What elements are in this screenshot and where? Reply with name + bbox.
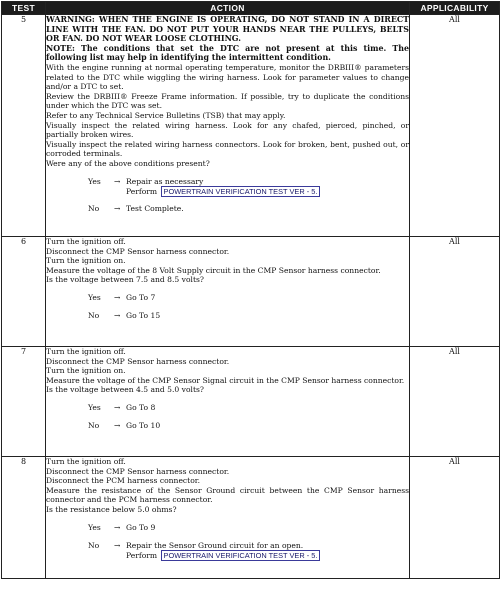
applicability-value: All xyxy=(410,15,500,237)
step-line: Disconnect the PCM harness connector. xyxy=(46,476,201,486)
no-label: No xyxy=(88,203,100,213)
diagnostic-procedure-table xyxy=(1,1,500,579)
no-label: No xyxy=(88,420,100,430)
step-line: Disconnect the CMP Sensor harness connector. xyxy=(46,466,230,476)
action-cell xyxy=(46,15,410,237)
test-number: 6 xyxy=(2,237,46,347)
yes-result: Go To 8 xyxy=(126,402,156,412)
test-row-5 xyxy=(2,15,500,237)
no-label: No xyxy=(88,540,100,550)
step-line: Disconnect the CMP Sensor harness connector. xyxy=(46,356,230,366)
note-text: NOTE: The conditions that set the DTC are not present at this time. The following list may help in identifying the intermittent condition. xyxy=(46,43,409,63)
arrow-icon: → xyxy=(114,420,121,430)
arrow-icon: → xyxy=(114,522,121,532)
header-action: ACTION xyxy=(46,2,410,15)
header-applicability: APPLICABILITY xyxy=(410,2,500,15)
applicability-value: All xyxy=(410,457,500,579)
question-line: Is the voltage between 7.5 and 8.5 volts? xyxy=(46,275,204,285)
step-line: Turn the ignition off. xyxy=(46,457,126,466)
yes-label: Yes xyxy=(88,292,101,302)
yes-response xyxy=(46,293,409,303)
step-line: Measure the voltage of the CMP Sensor Signal circuit in the CMP Sensor harness connector. xyxy=(46,375,405,385)
yes-result: Repair as necessary xyxy=(126,176,204,186)
step-line: Disconnect the CMP Sensor harness connector. xyxy=(46,246,230,256)
yes-label: Yes xyxy=(88,522,101,532)
action-cell xyxy=(46,457,410,579)
step-line: Turn the ignition off. xyxy=(46,237,126,246)
table-header-row xyxy=(2,2,500,15)
arrow-icon: → xyxy=(114,203,121,213)
test-row-8 xyxy=(2,457,500,579)
step-line: Measure the resistance of the Sensor Ground circuit between the CMP Sensor harness connector and the PCM harness connector. xyxy=(46,485,409,505)
arrow-icon: → xyxy=(114,310,121,320)
applicability-value: All xyxy=(410,347,500,457)
test-number: 7 xyxy=(2,347,46,457)
perform-line xyxy=(46,187,409,197)
yes-result: Go To 9 xyxy=(126,522,156,532)
arrow-icon: → xyxy=(114,176,121,186)
perform-label: Perform xyxy=(126,550,158,560)
step-line: Refer to any Technical Service Bulletins (TSB) that may apply. xyxy=(46,110,286,120)
question-line: Were any of the above conditions present? xyxy=(46,158,210,168)
step-line: Visually inspect the related wiring harness connectors. Look for broken, bent, pushed out, or corroded terminals. xyxy=(46,139,409,159)
yes-label: Yes xyxy=(88,402,101,412)
action-cell xyxy=(46,347,410,457)
no-label: No xyxy=(88,310,100,320)
step-line: Measure the voltage of the 8 Volt Supply circuit in the CMP Sensor harness connector. xyxy=(46,265,381,275)
test-row-6 xyxy=(2,237,500,347)
step-line: Visually inspect the related wiring harness. Look for any chafed, pierced, pinched, or partially broken wires. xyxy=(46,120,409,140)
test-row-7 xyxy=(2,347,500,457)
question-line: Is the voltage between 4.5 and 5.0 volts? xyxy=(46,385,204,395)
step-line: With the engine running at normal operating temperature, monitor the DRBIII® parameters related to the DTC while wiggling the wiring harness. Look for parameter values to change and/or a DTC to set. xyxy=(46,62,409,92)
yes-result: Go To 7 xyxy=(126,292,156,302)
step-line: Turn the ignition off. xyxy=(46,347,126,356)
no-response xyxy=(46,204,409,214)
no-result: Go To 15 xyxy=(126,310,161,320)
step-line: Turn the ignition on. xyxy=(46,256,126,266)
arrow-icon: → xyxy=(114,402,121,412)
arrow-icon: → xyxy=(114,292,121,302)
no-result: Repair the Sensor Ground circuit for an open. xyxy=(126,540,304,550)
perform-line xyxy=(46,551,409,561)
no-result: Test Complete. xyxy=(126,203,184,213)
arrow-icon: → xyxy=(114,540,121,550)
step-line: Turn the ignition on. xyxy=(46,366,126,376)
no-result: Go To 10 xyxy=(126,420,161,430)
yes-label: Yes xyxy=(88,176,101,186)
action-cell xyxy=(46,237,410,347)
header-test: TEST xyxy=(2,2,46,15)
no-response xyxy=(46,311,409,321)
question-line: Is the resistance below 5.0 ohms? xyxy=(46,504,177,514)
no-response xyxy=(46,421,409,431)
verification-test-link[interactable]: POWERTRAIN VERIFICATION TEST VER - 5. xyxy=(161,186,321,197)
test-number: 5 xyxy=(2,15,46,237)
yes-response xyxy=(46,177,409,187)
yes-response xyxy=(46,523,409,533)
applicability-value: All xyxy=(410,237,500,347)
test-number: 8 xyxy=(2,457,46,579)
warning-text: WARNING: WHEN THE ENGINE IS OPERATING, DO NOT STAND IN A DIRECT LINE WITH THE FAN. DO NOT PUT YOUR HANDS NEAR THE PULLEYS, BELTS OR FAN. DO NOT WEAR LOOSE CLOTHING. xyxy=(46,15,409,44)
perform-label: Perform xyxy=(126,186,158,196)
verification-test-link[interactable]: POWERTRAIN VERIFICATION TEST VER - 5. xyxy=(161,550,321,561)
yes-response xyxy=(46,403,409,413)
step-line: Review the DRBIII® Freeze Frame information. If possible, try to duplicate the conditions under which the DTC was set. xyxy=(46,91,409,111)
